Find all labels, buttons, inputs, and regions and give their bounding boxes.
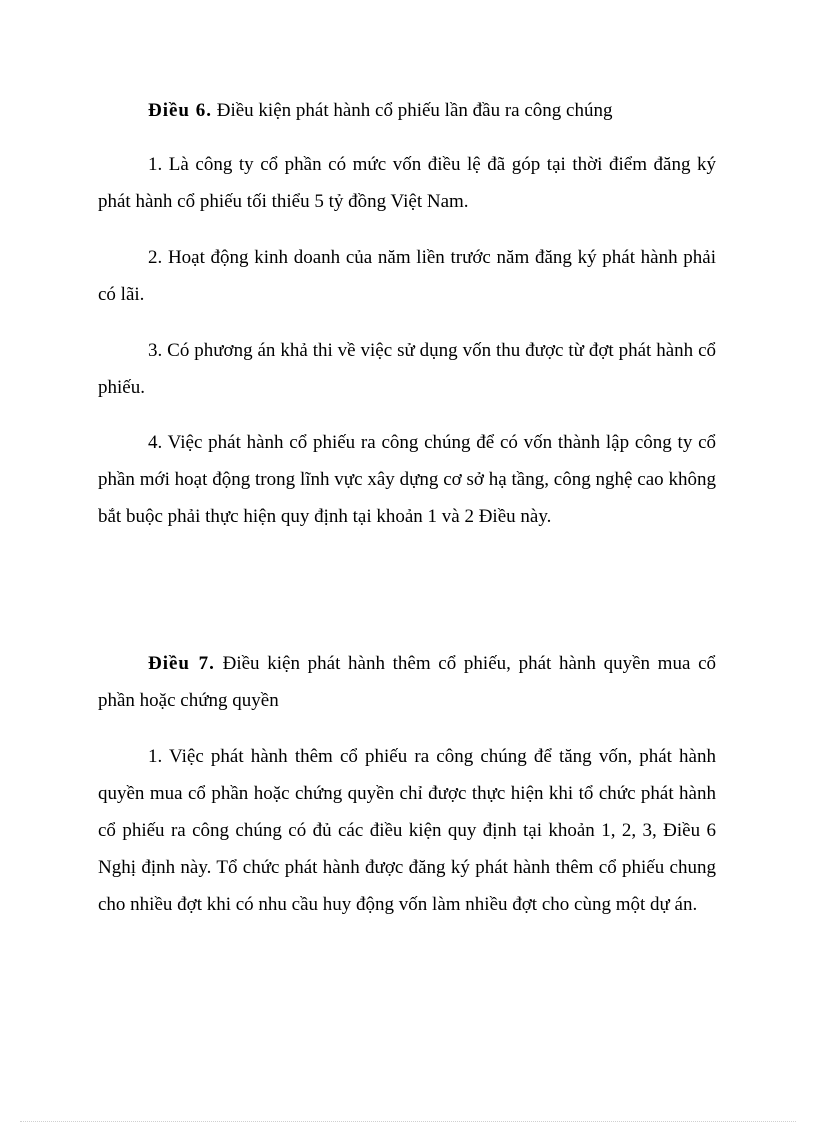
article-6-label: Điều 6. [148,100,212,121]
article-6-heading [98,92,716,129]
page-bottom-divider [20,1121,796,1122]
article-7-label: Điều 7. [148,653,215,674]
article-6-clause-4: 4. Việc phát hành cổ phiếu ra công chúng để có vốn thành lập công ty cổ phần mới hoạt động trong lĩnh vực xây dựng cơ sở hạ tầng, công nghệ cao không bắt buộc phải thực hiện quy định tại khoản 1 và 2 Điều này. [98,432,716,527]
article-7-heading [98,645,716,719]
article-6-title: Điều kiện phát hành cổ phiếu lần đầu ra công chúng [216,100,613,121]
article-6-clause-3: 3. Có phương án khả thi về việc sử dụng vốn thu được từ đợt phát hành cổ phiếu. [98,340,716,398]
article-7-clause-1: 1. Việc phát hành thêm cổ phiếu ra công chúng để tăng vốn, phát hành quyền mua cổ phần hoặc chứng quyền chỉ được thực hiện khi tổ chức phát hành cổ phiếu ra công chúng có đủ các điều kiện quy định tại khoản 1, 2, 3, Điều 6 Nghị định này. Tổ chức phát hành được đăng ký phát hành thêm cổ phiếu chung cho nhiều đợt khi có nhu cầu huy động vốn làm nhiều đợt cho cùng một dự án. [98,746,716,915]
article-7-title: Điều kiện phát hành thêm cổ phiếu, phát hành quyền mua cổ phần hoặc chứng quyền [98,653,717,711]
article-6-clause-2: 2. Hoạt động kinh doanh của năm liền trước năm đăng ký phát hành phải có lãi. [98,247,716,305]
article-6-clause-1: 1. Là công ty cổ phần có mức vốn điều lệ đã góp tại thời điểm đăng ký phát hành cổ phiếu tối thiểu 5 tỷ đồng Việt Nam. [98,154,716,212]
